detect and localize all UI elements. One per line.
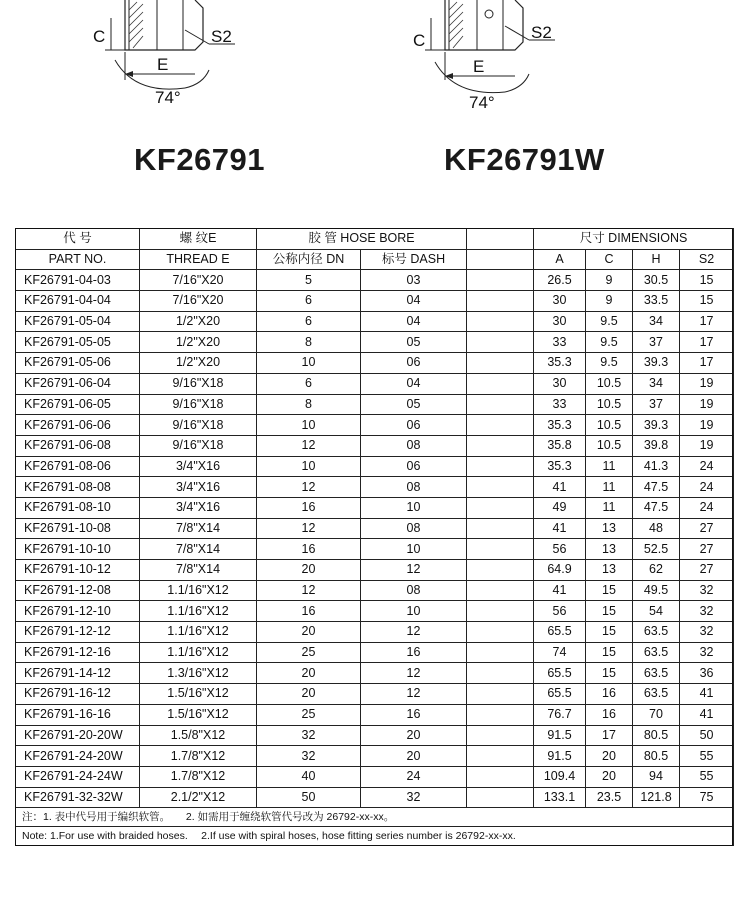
cell-dash: 12 bbox=[361, 663, 467, 684]
fitting-drawing-svg bbox=[405, 0, 585, 115]
cell-s2: 24 bbox=[680, 456, 734, 477]
cell-c: 15 bbox=[586, 601, 633, 622]
cell-dn: 12 bbox=[257, 435, 361, 456]
cell-thread: 1.1/16"X12 bbox=[140, 642, 257, 663]
cell-c: 20 bbox=[586, 766, 633, 787]
cell-part-no: KF26791-32-32W bbox=[16, 787, 140, 808]
cell-a: 109.4 bbox=[534, 766, 586, 787]
cell-blank bbox=[467, 332, 534, 353]
cell-dn: 25 bbox=[257, 704, 361, 725]
cell-h: 30.5 bbox=[633, 270, 680, 291]
cell-a: 91.5 bbox=[534, 725, 586, 746]
cell-thread: 9/16"X18 bbox=[140, 394, 257, 415]
dim-label-s2: S2 bbox=[211, 27, 232, 46]
cell-s2: 50 bbox=[680, 725, 734, 746]
table-row bbox=[16, 663, 734, 684]
cell-blank bbox=[467, 518, 534, 539]
table-row bbox=[16, 291, 734, 312]
cell-thread: 9/16"X18 bbox=[140, 415, 257, 436]
cell-a: 49 bbox=[534, 497, 586, 518]
cell-part-no: KF26791-06-08 bbox=[16, 435, 140, 456]
cell-h: 54 bbox=[633, 601, 680, 622]
cell-h: 47.5 bbox=[633, 477, 680, 498]
cell-h: 37 bbox=[633, 394, 680, 415]
cell-c: 13 bbox=[586, 560, 633, 581]
table-row bbox=[16, 311, 734, 332]
dim-label-angle: 74° bbox=[469, 93, 495, 112]
cell-part-no: KF26791-20-20W bbox=[16, 725, 140, 746]
cell-part-no: KF26791-05-05 bbox=[16, 332, 140, 353]
cell-s2: 17 bbox=[680, 332, 734, 353]
cell-part-no: KF26791-06-05 bbox=[16, 394, 140, 415]
cell-s2: 55 bbox=[680, 766, 734, 787]
cell-part-no: KF26791-24-20W bbox=[16, 746, 140, 767]
cell-s2: 17 bbox=[680, 353, 734, 374]
cell-c: 15 bbox=[586, 622, 633, 643]
cell-h: 62 bbox=[633, 560, 680, 581]
cell-thread: 1.7/8"X12 bbox=[140, 746, 257, 767]
cell-c: 9.5 bbox=[586, 353, 633, 374]
cell-s2: 19 bbox=[680, 373, 734, 394]
cell-thread: 9/16"X18 bbox=[140, 373, 257, 394]
cell-dash: 10 bbox=[361, 601, 467, 622]
cell-s2: 55 bbox=[680, 746, 734, 767]
cell-part-no: KF26791-14-12 bbox=[16, 663, 140, 684]
cell-dash: 08 bbox=[361, 580, 467, 601]
cell-s2: 24 bbox=[680, 477, 734, 498]
dim-label-c: C bbox=[93, 27, 106, 46]
cell-thread: 1.1/16"X12 bbox=[140, 622, 257, 643]
table-row bbox=[16, 456, 734, 477]
cell-a: 56 bbox=[534, 601, 586, 622]
cell-c: 10.5 bbox=[586, 415, 633, 436]
cell-dn: 6 bbox=[257, 291, 361, 312]
cell-s2: 36 bbox=[680, 663, 734, 684]
table-row bbox=[16, 332, 734, 353]
cell-thread: 1.7/8"X12 bbox=[140, 766, 257, 787]
cell-blank bbox=[467, 746, 534, 767]
cell-s2: 19 bbox=[680, 394, 734, 415]
table-row bbox=[16, 746, 734, 767]
cell-dn: 8 bbox=[257, 332, 361, 353]
cell-dn: 20 bbox=[257, 622, 361, 643]
cell-s2: 24 bbox=[680, 497, 734, 518]
cell-part-no: KF26791-16-16 bbox=[16, 704, 140, 725]
fitting-drawing-left bbox=[85, 0, 265, 115]
cell-blank bbox=[467, 291, 534, 312]
cell-h: 94 bbox=[633, 766, 680, 787]
cell-h: 121.8 bbox=[633, 787, 680, 808]
cell-thread: 7/8"X14 bbox=[140, 518, 257, 539]
cell-h: 63.5 bbox=[633, 684, 680, 705]
dim-label-c: C bbox=[413, 31, 426, 50]
cell-h: 34 bbox=[633, 373, 680, 394]
cell-thread: 7/16"X20 bbox=[140, 270, 257, 291]
cell-a: 65.5 bbox=[534, 684, 586, 705]
cell-dash: 20 bbox=[361, 725, 467, 746]
header-hose-bore: 胶 管 HOSE BORE bbox=[257, 229, 467, 250]
cell-a: 133.1 bbox=[534, 787, 586, 808]
cell-h: 52.5 bbox=[633, 539, 680, 560]
cell-part-no: KF26791-12-16 bbox=[16, 642, 140, 663]
cell-c: 15 bbox=[586, 580, 633, 601]
cell-s2: 27 bbox=[680, 518, 734, 539]
cell-c: 16 bbox=[586, 684, 633, 705]
table-row bbox=[16, 477, 734, 498]
cell-s2: 27 bbox=[680, 560, 734, 581]
header-a: A bbox=[534, 249, 586, 270]
cell-dash: 24 bbox=[361, 766, 467, 787]
cell-c: 13 bbox=[586, 539, 633, 560]
table-row bbox=[16, 684, 734, 705]
cell-h: 48 bbox=[633, 518, 680, 539]
cell-s2: 19 bbox=[680, 415, 734, 436]
cell-a: 33 bbox=[534, 332, 586, 353]
cell-blank bbox=[467, 704, 534, 725]
cell-dn: 10 bbox=[257, 353, 361, 374]
cell-blank bbox=[467, 311, 534, 332]
cell-c: 15 bbox=[586, 642, 633, 663]
cell-h: 39.8 bbox=[633, 435, 680, 456]
cell-s2: 32 bbox=[680, 580, 734, 601]
cell-c: 11 bbox=[586, 497, 633, 518]
cell-part-no: KF26791-06-04 bbox=[16, 373, 140, 394]
cell-c: 9.5 bbox=[586, 311, 633, 332]
cell-s2: 41 bbox=[680, 684, 734, 705]
header-dimensions: 尺寸 DIMENSIONS bbox=[534, 229, 734, 250]
cell-dn: 40 bbox=[257, 766, 361, 787]
cell-a: 91.5 bbox=[534, 746, 586, 767]
cell-h: 33.5 bbox=[633, 291, 680, 312]
table-row bbox=[16, 787, 734, 808]
cell-thread: 7/16"X20 bbox=[140, 291, 257, 312]
cell-h: 47.5 bbox=[633, 497, 680, 518]
table-row bbox=[16, 270, 734, 291]
cell-h: 63.5 bbox=[633, 642, 680, 663]
cell-dn: 25 bbox=[257, 642, 361, 663]
cell-part-no: KF26791-06-06 bbox=[16, 415, 140, 436]
header-blank bbox=[467, 229, 534, 250]
header-thread-e: THREAD E bbox=[140, 249, 257, 270]
cell-part-no: KF26791-12-12 bbox=[16, 622, 140, 643]
cell-dash: 20 bbox=[361, 746, 467, 767]
cell-dash: 12 bbox=[361, 622, 467, 643]
cell-dash: 04 bbox=[361, 291, 467, 312]
cell-a: 41 bbox=[534, 518, 586, 539]
cell-dash: 08 bbox=[361, 518, 467, 539]
cell-blank bbox=[467, 622, 534, 643]
header-part-no: PART NO. bbox=[16, 249, 140, 270]
dim-label-angle: 74° bbox=[155, 88, 181, 107]
cell-dn: 50 bbox=[257, 787, 361, 808]
cell-s2: 75 bbox=[680, 787, 734, 808]
cell-a: 33 bbox=[534, 394, 586, 415]
cell-a: 41 bbox=[534, 580, 586, 601]
cell-h: 63.5 bbox=[633, 622, 680, 643]
cell-blank bbox=[467, 725, 534, 746]
cell-dash: 16 bbox=[361, 642, 467, 663]
cell-dn: 20 bbox=[257, 663, 361, 684]
cell-dn: 16 bbox=[257, 539, 361, 560]
cell-c: 9.5 bbox=[586, 332, 633, 353]
header-blank bbox=[467, 249, 534, 270]
cell-a: 35.8 bbox=[534, 435, 586, 456]
cell-thread: 1/2"X20 bbox=[140, 332, 257, 353]
cell-dn: 10 bbox=[257, 415, 361, 436]
cell-thread: 9/16"X18 bbox=[140, 435, 257, 456]
cell-c: 20 bbox=[586, 746, 633, 767]
cell-part-no: KF26791-10-08 bbox=[16, 518, 140, 539]
cell-c: 11 bbox=[586, 477, 633, 498]
cell-thread: 1.1/16"X12 bbox=[140, 580, 257, 601]
header-dn: 公称内径 DN bbox=[257, 249, 361, 270]
cell-blank bbox=[467, 477, 534, 498]
cell-dash: 08 bbox=[361, 435, 467, 456]
cell-thread: 3/4"X16 bbox=[140, 456, 257, 477]
cell-thread: 1.5/16"X12 bbox=[140, 704, 257, 725]
cell-thread: 1.1/16"X12 bbox=[140, 601, 257, 622]
cell-dn: 16 bbox=[257, 601, 361, 622]
cell-part-no: KF26791-04-04 bbox=[16, 291, 140, 312]
spec-table bbox=[15, 228, 734, 846]
cell-dash: 08 bbox=[361, 477, 467, 498]
cell-dn: 12 bbox=[257, 580, 361, 601]
table-header-row-1 bbox=[16, 229, 734, 250]
cell-c: 11 bbox=[586, 456, 633, 477]
table-row bbox=[16, 580, 734, 601]
dim-label-e: E bbox=[157, 55, 169, 74]
table-row bbox=[16, 704, 734, 725]
cell-dash: 04 bbox=[361, 311, 467, 332]
cell-thread: 2.1/2"X12 bbox=[140, 787, 257, 808]
cell-a: 65.5 bbox=[534, 622, 586, 643]
cell-a: 64.9 bbox=[534, 560, 586, 581]
cell-h: 49.5 bbox=[633, 580, 680, 601]
cell-dash: 06 bbox=[361, 456, 467, 477]
cell-h: 39.3 bbox=[633, 353, 680, 374]
cell-a: 30 bbox=[534, 311, 586, 332]
header-thread: 螺 纹E bbox=[140, 229, 257, 250]
cell-a: 30 bbox=[534, 291, 586, 312]
cell-blank bbox=[467, 435, 534, 456]
cell-a: 35.3 bbox=[534, 353, 586, 374]
table-note-row bbox=[16, 827, 734, 846]
cell-s2: 17 bbox=[680, 311, 734, 332]
cell-c: 23.5 bbox=[586, 787, 633, 808]
cell-blank bbox=[467, 663, 534, 684]
cell-blank bbox=[467, 539, 534, 560]
cell-c: 13 bbox=[586, 518, 633, 539]
cell-s2: 32 bbox=[680, 642, 734, 663]
cell-c: 17 bbox=[586, 725, 633, 746]
cell-dash: 05 bbox=[361, 394, 467, 415]
cell-dash: 05 bbox=[361, 332, 467, 353]
cell-part-no: KF26791-12-08 bbox=[16, 580, 140, 601]
dim-label-e: E bbox=[473, 57, 485, 76]
cell-dn: 5 bbox=[257, 270, 361, 291]
cell-part-no: KF26791-10-12 bbox=[16, 560, 140, 581]
cell-blank bbox=[467, 787, 534, 808]
cell-s2: 41 bbox=[680, 704, 734, 725]
cell-thread: 1.3/16"X12 bbox=[140, 663, 257, 684]
cell-thread: 7/8"X14 bbox=[140, 560, 257, 581]
cell-thread: 3/4"X16 bbox=[140, 497, 257, 518]
cell-dn: 32 bbox=[257, 746, 361, 767]
cell-dash: 10 bbox=[361, 539, 467, 560]
cell-blank bbox=[467, 601, 534, 622]
cell-s2: 32 bbox=[680, 601, 734, 622]
cell-a: 41 bbox=[534, 477, 586, 498]
dim-label-s2: S2 bbox=[531, 23, 552, 42]
cell-a: 76.7 bbox=[534, 704, 586, 725]
cell-blank bbox=[467, 456, 534, 477]
cell-c: 10.5 bbox=[586, 373, 633, 394]
table-header-row-2 bbox=[16, 249, 734, 270]
cell-dash: 12 bbox=[361, 560, 467, 581]
model-title-left: KF26791 bbox=[134, 142, 266, 177]
note-en: Note: 1.For use with braided hoses. 2.If use with spiral hoses, hose fitting series number is 26792-xx-xx. bbox=[16, 827, 734, 846]
cell-thread: 3/4"X16 bbox=[140, 477, 257, 498]
cell-a: 35.3 bbox=[534, 415, 586, 436]
cell-part-no: KF26791-16-12 bbox=[16, 684, 140, 705]
table-row bbox=[16, 601, 734, 622]
header-h: H bbox=[633, 249, 680, 270]
table-row bbox=[16, 394, 734, 415]
cell-thread: 1/2"X20 bbox=[140, 311, 257, 332]
table-row bbox=[16, 435, 734, 456]
cell-h: 80.5 bbox=[633, 725, 680, 746]
cell-blank bbox=[467, 353, 534, 374]
cell-dn: 6 bbox=[257, 373, 361, 394]
cell-c: 16 bbox=[586, 704, 633, 725]
cell-dn: 20 bbox=[257, 560, 361, 581]
cell-dn: 32 bbox=[257, 725, 361, 746]
cell-blank bbox=[467, 684, 534, 705]
note-cn: 注：1. 表中代号用于编织软管。 2. 如需用于缠绕软管代号改为 26792-xx-xx。 bbox=[16, 808, 734, 827]
cell-dash: 06 bbox=[361, 415, 467, 436]
cell-dash: 06 bbox=[361, 353, 467, 374]
cell-thread: 1.5/8"X12 bbox=[140, 725, 257, 746]
header-s2: S2 bbox=[680, 249, 734, 270]
cell-h: 80.5 bbox=[633, 746, 680, 767]
cell-part-no: KF26791-05-04 bbox=[16, 311, 140, 332]
table-row bbox=[16, 560, 734, 581]
cell-part-no: KF26791-05-06 bbox=[16, 353, 140, 374]
cell-h: 37 bbox=[633, 332, 680, 353]
cell-dash: 12 bbox=[361, 684, 467, 705]
cell-a: 35.3 bbox=[534, 456, 586, 477]
cell-c: 10.5 bbox=[586, 394, 633, 415]
header-dash: 标号 DASH bbox=[361, 249, 467, 270]
fitting-drawing-svg bbox=[85, 0, 265, 115]
cell-blank bbox=[467, 642, 534, 663]
table-row bbox=[16, 497, 734, 518]
table-row bbox=[16, 725, 734, 746]
table-row bbox=[16, 642, 734, 663]
cell-dash: 10 bbox=[361, 497, 467, 518]
cell-part-no: KF26791-04-03 bbox=[16, 270, 140, 291]
cell-dn: 12 bbox=[257, 477, 361, 498]
table-row bbox=[16, 766, 734, 787]
cell-blank bbox=[467, 415, 534, 436]
model-title-right: KF26791W bbox=[444, 142, 605, 177]
cell-c: 9 bbox=[586, 270, 633, 291]
cell-blank bbox=[467, 560, 534, 581]
table-row bbox=[16, 373, 734, 394]
cell-s2: 32 bbox=[680, 622, 734, 643]
cell-c: 9 bbox=[586, 291, 633, 312]
cell-part-no: KF26791-08-08 bbox=[16, 477, 140, 498]
table-row bbox=[16, 622, 734, 643]
cell-blank bbox=[467, 373, 534, 394]
cell-h: 63.5 bbox=[633, 663, 680, 684]
cell-a: 65.5 bbox=[534, 663, 586, 684]
cell-dn: 6 bbox=[257, 311, 361, 332]
cell-dn: 8 bbox=[257, 394, 361, 415]
cell-thread: 7/8"X14 bbox=[140, 539, 257, 560]
cell-dn: 12 bbox=[257, 518, 361, 539]
cell-c: 10.5 bbox=[586, 435, 633, 456]
cell-part-no: KF26791-08-06 bbox=[16, 456, 140, 477]
header-code: 代 号 bbox=[16, 229, 140, 250]
cell-h: 41.3 bbox=[633, 456, 680, 477]
cell-part-no: KF26791-08-10 bbox=[16, 497, 140, 518]
cell-part-no: KF26791-12-10 bbox=[16, 601, 140, 622]
cell-dash: 04 bbox=[361, 373, 467, 394]
cell-dash: 03 bbox=[361, 270, 467, 291]
cell-blank bbox=[467, 580, 534, 601]
cell-dash: 32 bbox=[361, 787, 467, 808]
cell-s2: 27 bbox=[680, 539, 734, 560]
cell-h: 34 bbox=[633, 311, 680, 332]
cell-dn: 20 bbox=[257, 684, 361, 705]
table-row bbox=[16, 539, 734, 560]
header-c: C bbox=[586, 249, 633, 270]
cell-part-no: KF26791-10-10 bbox=[16, 539, 140, 560]
fitting-drawing-right bbox=[405, 0, 585, 115]
cell-part-no: KF26791-24-24W bbox=[16, 766, 140, 787]
cell-h: 70 bbox=[633, 704, 680, 725]
cell-a: 26.5 bbox=[534, 270, 586, 291]
cell-thread: 1/2"X20 bbox=[140, 353, 257, 374]
table-row bbox=[16, 415, 734, 436]
cell-s2: 15 bbox=[680, 291, 734, 312]
cell-blank bbox=[467, 270, 534, 291]
cell-a: 74 bbox=[534, 642, 586, 663]
cell-dn: 10 bbox=[257, 456, 361, 477]
cell-a: 56 bbox=[534, 539, 586, 560]
cell-dash: 16 bbox=[361, 704, 467, 725]
cell-thread: 1.5/16"X12 bbox=[140, 684, 257, 705]
cell-s2: 15 bbox=[680, 270, 734, 291]
table-note-row bbox=[16, 808, 734, 827]
cell-blank bbox=[467, 766, 534, 787]
cell-c: 15 bbox=[586, 663, 633, 684]
cell-s2: 19 bbox=[680, 435, 734, 456]
cell-blank bbox=[467, 394, 534, 415]
table-row bbox=[16, 353, 734, 374]
cell-a: 30 bbox=[534, 373, 586, 394]
cell-h: 39.3 bbox=[633, 415, 680, 436]
cell-blank bbox=[467, 497, 534, 518]
table-row bbox=[16, 518, 734, 539]
cell-dn: 16 bbox=[257, 497, 361, 518]
